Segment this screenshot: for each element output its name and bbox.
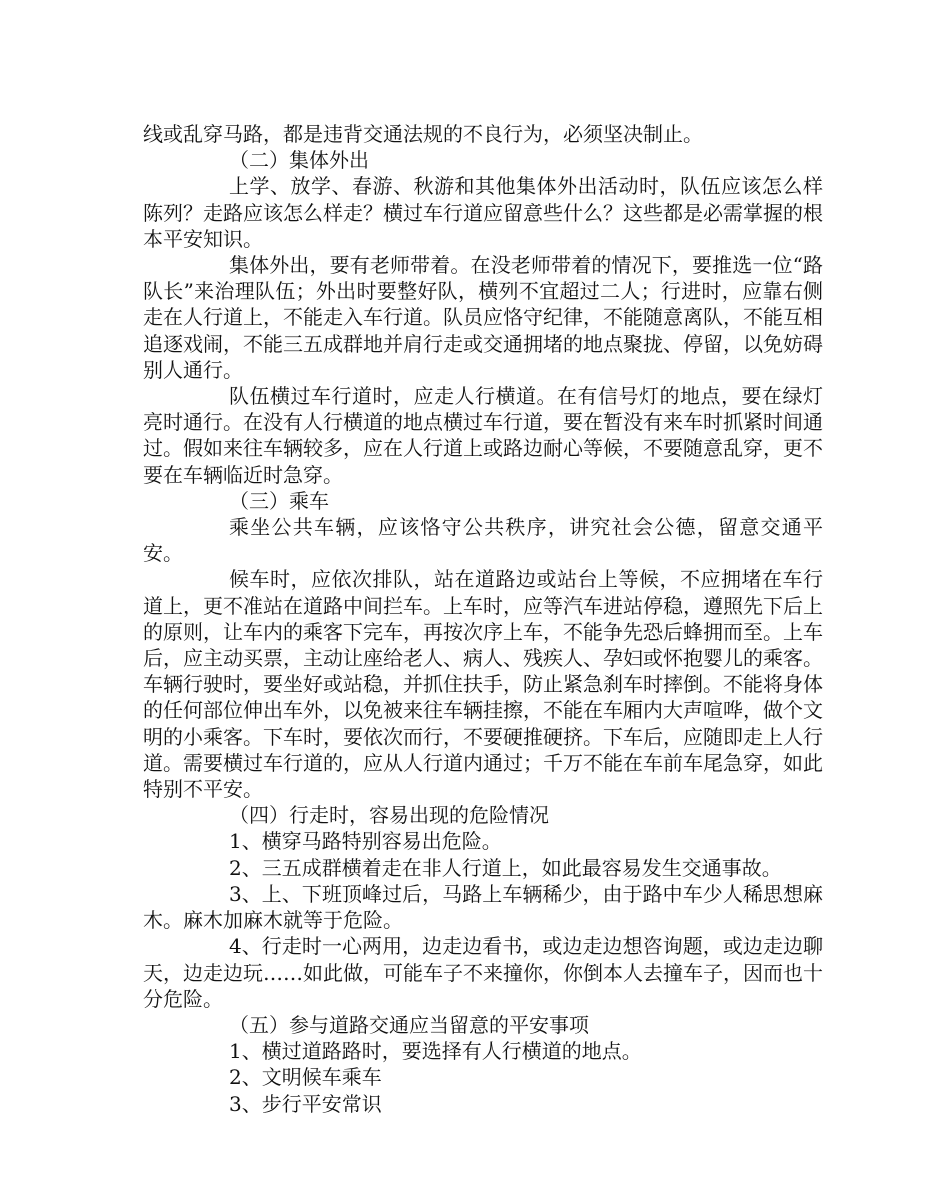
list-item: 4、行走时一心两用，边走边看书，或边走边想咨询题，或边走边聊天，边走边玩……如此做，可能车子不来撞你，你倒本人去撞车子，因而也十分危险。 <box>143 934 823 1011</box>
section-heading-collective-outing: （二）集体外出 <box>229 148 369 173</box>
paragraph-continuation: 线或乱穿马路，都是违背交通法规的不良行为，必须坚决制止。 <box>143 122 703 146</box>
paragraph: 乘坐公共车辆，应该恪守公共秩序，讲究社会公德，留意交通平安。 <box>143 515 823 566</box>
document-body <box>143 121 823 1117</box>
list-item: 3、步行平安常识 <box>229 1091 382 1116</box>
paragraph: 候车时，应依次排队，站在道路边或站台上等候，不应拥堵在车行道上，更不准站在道路中间拦车。上车时，应等汽车进站停稳，遵照先下后上的原则，让车内的乘客下完车，再按次序上车，不能争先恐后蜂拥而至。上车后，应主动买票，主动让座给老人、病人、残疾人、孕妇或怀抱婴儿的乘客。车辆行驶时，要坐好或站稳，并抓住扶手，防止紧急刹车时摔倒。不能将身体的任何部位伸出车外，以免被来往车辆挂擦，不能在车厢内大声喧哗，做个文明的小乘客。下车时，要依次而行，不要硬推硬挤。下车后，应随即走上人行道。需要横过车行道的，应从人行道内通过；千万不能在车前车尾急穿，如此特别不平安。 <box>143 567 823 802</box>
list-item: 2、文明候车乘车 <box>229 1065 382 1090</box>
list-item: 3、上、下班顶峰过后，马路上车辆稀少，由于路中车少人稀思想麻木。麻木加麻木就等于危险。 <box>143 881 823 933</box>
section-heading-riding: （三）乘车 <box>229 488 329 513</box>
paragraph: 集体外出，要有老师带着。在没老师带着的情况下，要推选一位“路队长”来治理队伍；外出时要整好队，横列不宜超过二人；行进时，应靠右侧走在人行道上，不能走入车行道。队员应恪守纪律，不能随意离队，不能互相追逐戏闹，不能三五成群地并肩行走或交通拥堵的地点聚拢、停留，以免妨碍别人通行。 <box>143 253 823 382</box>
paragraph: 队伍横过车行道时，应走人行横道。在有信号灯的地点，要在绿灯亮时通行。在没有人行横道的地点横过车行道，要在暂没有来车时抓紧时间通过。假如来往车辆较多，应在人行道上或路边耐心等候，不要随意乱穿，更不要在车辆临近时急穿。 <box>143 384 823 487</box>
section-heading-safety-matters: （五）参与道路交通应当留意的平安事项 <box>229 1012 589 1037</box>
list-item: 1、横过道路路时，要选择有人行横道的地点。 <box>229 1039 642 1064</box>
list-item: 2、三五成群横着走在非人行道上，如此最容易发生交通事故。 <box>229 855 782 880</box>
list-item: 1、横穿马路特别容易出危险。 <box>229 829 502 854</box>
paragraph: 上学、放学、春游、秋游和其他集体外出活动时，队伍应该怎么样陈列？走路应该怎么样走？横过车行道应留意些什么？这些都是必需掌握的根本平安知识。 <box>143 174 823 251</box>
section-heading-walking-dangers: （四）行走时，容易出现的危险情况 <box>229 803 549 828</box>
